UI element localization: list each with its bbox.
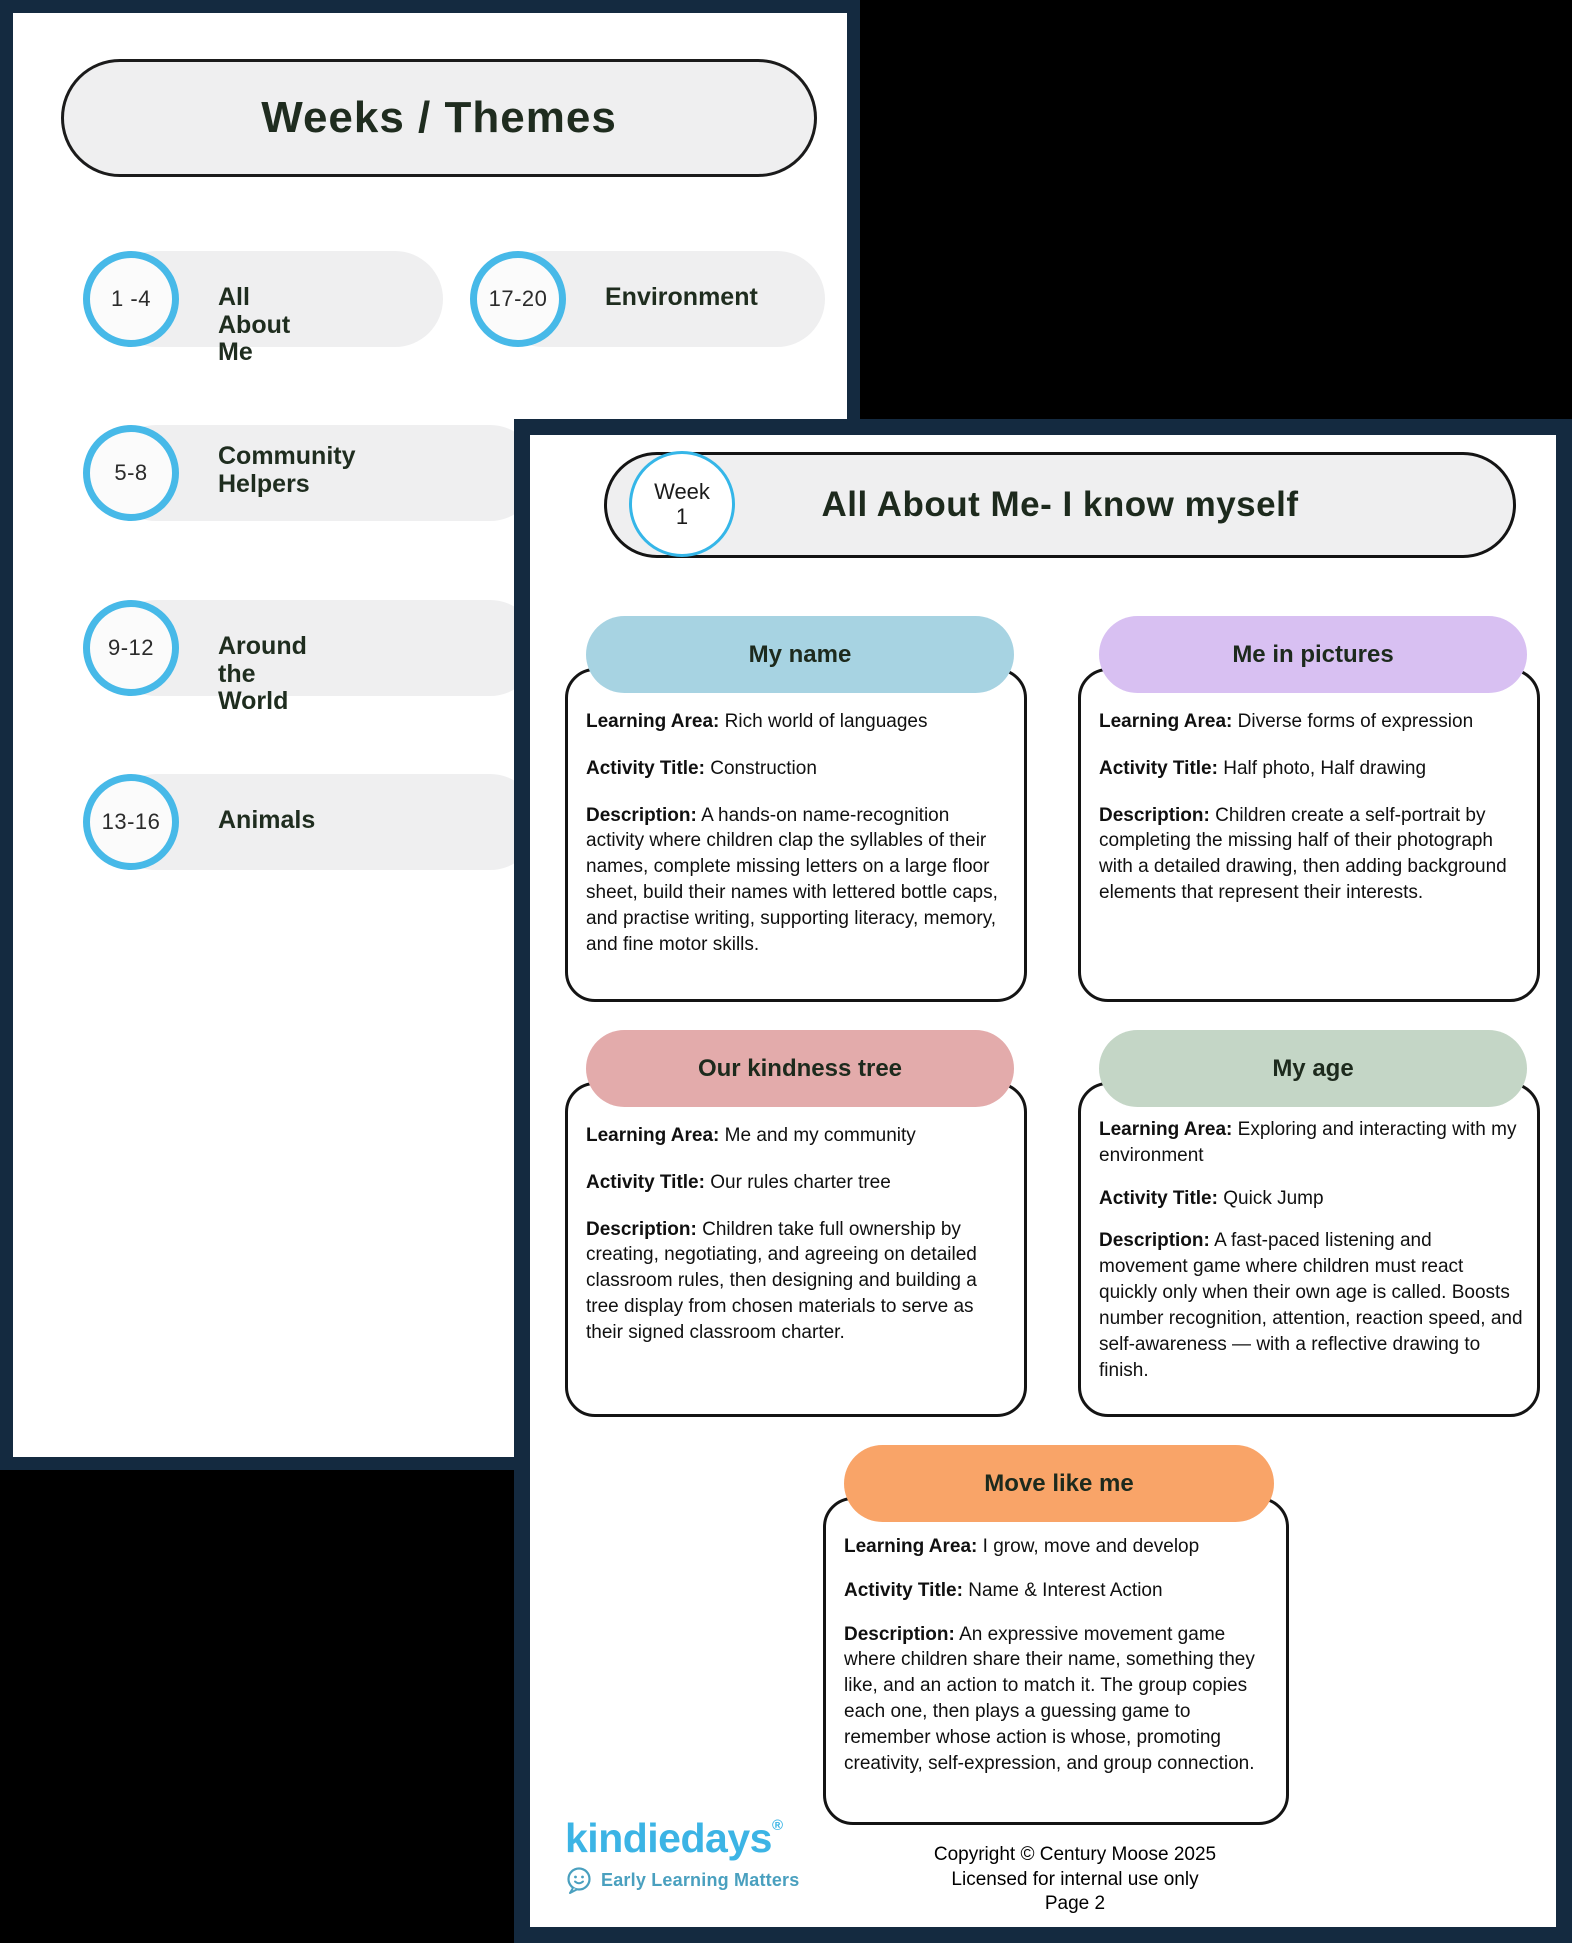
week-badge-word: Week	[654, 478, 710, 504]
license-line: Licensed for internal use only	[951, 1868, 1199, 1890]
weeks-themes-title-pill	[61, 59, 817, 177]
week-number-badge	[629, 451, 735, 557]
week-range-circle	[83, 774, 179, 870]
week1-title: All About Me- I know myself	[821, 485, 1299, 524]
description-label: Description:	[844, 1623, 955, 1645]
card-title: Our kindness tree	[697, 1054, 903, 1082]
learning-area-label: Learning Area:	[844, 1536, 978, 1557]
learning-area-value: Rich world of languages	[724, 711, 928, 732]
week1-detail-page	[514, 419, 1572, 1943]
week-theme-label: Animals	[218, 806, 316, 834]
copyright-block	[830, 1843, 1320, 1917]
description-label: Description:	[586, 804, 697, 826]
week-range-circle	[83, 425, 179, 521]
week1-title-pill	[604, 452, 1516, 558]
description-label: Description:	[586, 1218, 697, 1240]
week-range-circle	[470, 251, 566, 347]
activity-title-label: Activity Title:	[844, 1579, 963, 1601]
description-value: A fast-paced listening and movement game where children must react quickly only when their own age is called. Boosts number recognition, attention, reaction speed, and self-awareness — with a reflective drawing to finish.	[1099, 1230, 1523, 1381]
card-body	[1081, 671, 1537, 906]
page-number: Page 2	[1044, 1893, 1106, 1915]
week-range: 13-16	[101, 809, 161, 834]
kindiedays-tagline: Early Learning Matters	[601, 1869, 800, 1890]
copyright-line: Copyright © Century Moose 2025	[933, 1844, 1217, 1865]
smiley-speech-bubble-icon	[565, 1866, 593, 1894]
learning-area-value: Exploring and interacting with my environment	[1099, 1119, 1517, 1166]
week-range-circle	[83, 600, 179, 696]
activity-title-value: Construction	[710, 757, 817, 779]
activity-title-label: Activity Title:	[586, 1171, 705, 1193]
learning-area-label: Learning Area:	[586, 711, 720, 732]
activity-card-me-in-pictures	[1078, 640, 1540, 1002]
description-value: Children take full ownership by creating, negotiating, and agreeing on detailed classroom rules, then designing and building a tree display from chosen materials to serve as their signed classroom charter.	[586, 1218, 977, 1343]
activity-card-our-kindness-tree	[565, 1054, 1027, 1417]
activity-card-my-name	[565, 640, 1027, 1002]
card-header-pill	[1099, 616, 1527, 693]
description-label: Description:	[1099, 804, 1210, 826]
activity-title-value: Name & Interest Action	[968, 1579, 1163, 1601]
card-title: Move like me	[984, 1469, 1134, 1497]
card-title: My age	[1272, 1054, 1354, 1082]
kindiedays-logo-word: kindiedays	[565, 1815, 772, 1861]
week-range-circle	[83, 251, 179, 347]
week-badge-number: 1	[675, 504, 689, 529]
card-body	[568, 1085, 1024, 1346]
week-range: 17-20	[488, 286, 548, 311]
week-theme-label: All About Me	[218, 283, 291, 366]
activity-title-label: Activity Title:	[1099, 757, 1218, 779]
card-header-pill	[586, 1030, 1014, 1107]
description-value: An expressive movement game where children share their name, something they like, and an action to match it. The group copies each one, then plays a guessing game to remember whose action is whose, promoting creativity, self-expression, and group connection.	[844, 1623, 1255, 1774]
registered-mark-icon: ®	[771, 1817, 783, 1834]
week-theme-label: Environment	[605, 283, 758, 311]
description-label: Description:	[1099, 1230, 1210, 1252]
learning-area-value: Diverse forms of expression	[1237, 711, 1474, 732]
learning-area-value: Me and my community	[724, 1125, 916, 1146]
activity-card-my-age	[1078, 1054, 1540, 1417]
learning-area-label: Learning Area:	[1099, 711, 1233, 732]
kindiedays-logo	[565, 1817, 799, 1894]
activity-title-value: Quick Jump	[1223, 1187, 1324, 1209]
description-value: Children create a self-portrait by completing the missing half of their photograph with a detailed drawing, then adding background elements that represent their interests.	[1099, 804, 1507, 904]
activity-title-label: Activity Title:	[1099, 1187, 1218, 1209]
learning-area-label: Learning Area:	[586, 1125, 720, 1146]
card-body	[568, 671, 1024, 958]
week-range: 9-12	[107, 635, 155, 660]
week-range: 5-8	[114, 460, 148, 485]
card-title: My name	[748, 640, 852, 668]
card-header-pill	[1099, 1030, 1527, 1107]
learning-area-value: I grow, move and develop	[982, 1536, 1200, 1557]
activity-title-value: Our rules charter tree	[710, 1171, 891, 1193]
weeks-themes-title: Weeks / Themes	[261, 93, 617, 142]
card-body	[826, 1500, 1286, 1777]
week-range: 1 -4	[111, 286, 151, 311]
activity-title-value: Half photo, Half drawing	[1223, 757, 1427, 779]
card-header-pill	[844, 1445, 1274, 1522]
week-theme-label: Community Helpers	[218, 442, 356, 498]
learning-area-label: Learning Area:	[1099, 1119, 1233, 1140]
week-theme-label: Around the World	[218, 632, 307, 715]
description-value: A hands-on name-recognition activity where children clap the syllables of their names, complete missing letters on a large floor sheet, build their names with lettered bottle caps, and practise writing, supporting literacy, memory, and fine motor skills.	[586, 804, 998, 955]
activity-card-move-like-me	[823, 1469, 1289, 1825]
activity-title-label: Activity Title:	[586, 757, 705, 779]
card-header-pill	[586, 616, 1014, 693]
card-body	[1081, 1085, 1537, 1383]
card-title: Me in pictures	[1232, 640, 1394, 668]
